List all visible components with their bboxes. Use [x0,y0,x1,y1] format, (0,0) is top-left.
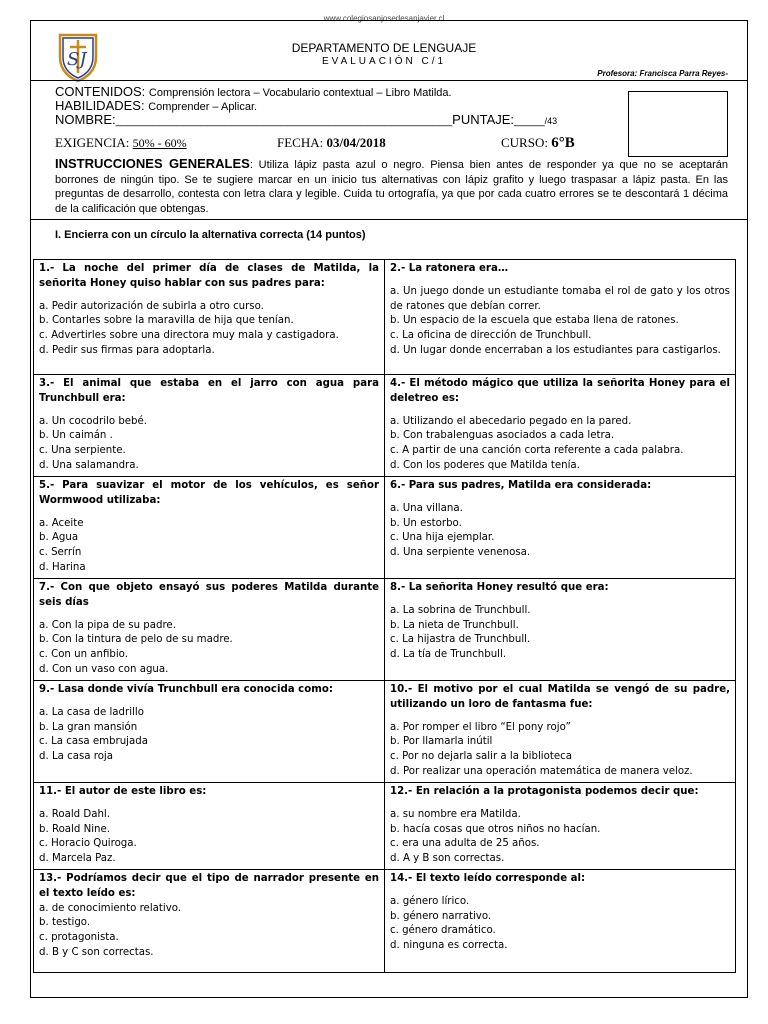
answer-option[interactable]: c. Advertirles sobre una directora muy mala y castigadora. [39,330,339,342]
answer-option[interactable]: a. Aceite [39,517,84,529]
answer-option[interactable]: d. Marcela Paz. [39,853,116,865]
answer-option[interactable]: c. Por no dejarla salir a la biblioteca [390,751,572,763]
answer-option[interactable]: a. su nombre era Matilda. [390,808,521,820]
evaluation-title: EVALUACIÓN C/1 [321,56,447,67]
answer-option[interactable]: d. B y C son correctas. [39,946,154,958]
answer-option[interactable]: b. Por llamarla inútil [390,736,493,748]
nombre-label: NOMBRE: [55,112,116,127]
answer-option[interactable]: b. Contarles sobre la maravilla de hija que tenían. [39,315,294,327]
exigencia-label: EXIGENCIA: [55,135,130,150]
question-text: 10.- El motivo por el cual Matilda se vengó de su padre, utilizando un loro de fantasma fue: [390,684,730,710]
puntaje-label: PUNTAJE: [452,112,515,127]
answer-option[interactable]: b. hacía cosas que otros niños no hacían. [390,823,601,835]
question-cell-8 [385,579,736,681]
question-row [34,681,736,783]
score-box[interactable] [628,91,728,157]
answer-option[interactable]: c. Una serpiente. [39,445,126,457]
school-url: www.colegiosanjosedesanjavier.cl [323,14,445,23]
answer-option[interactable]: d. Por realizar una operación matemática de manera veloz. [390,765,693,777]
question-text: 4.- El método mágico que utiliza la señorita Honey para el deletreo es: [390,378,730,404]
contenidos-label: CONTENIDOS: [55,84,146,99]
answer-option[interactable]: d. Con los poderes que Matilda tenía. [390,459,580,471]
answer-option[interactable]: d. ninguna es correcta. [390,940,508,952]
question-text: 7.- Con que objeto ensayó sus poderes Matilda durante seis días [39,582,379,608]
habilidades-label: HABILIDADES: [55,98,145,113]
question-cell-1 [34,260,385,375]
question-text: 1.- La noche del primer día de clases de Matilda, la señorita Honey quiso hablar con sus padres para: [39,263,379,289]
fecha-value: 03/04/2018 [326,135,386,150]
answer-option[interactable]: b. Agua [39,532,79,544]
puntaje-blank[interactable]: _____ [514,115,545,127]
answer-option[interactable]: b. La gran mansión [39,721,138,733]
habilidades-row [55,98,257,113]
answer-option[interactable]: a. género lírico. [390,895,470,907]
spacer [390,887,730,895]
answer-option[interactable]: c. La hijastra de Trunchbull. [390,634,531,646]
question-text: 3.- El animal que estaba en el jarro con agua para Trunchbull era: [39,378,379,404]
question-cell-11 [34,783,385,870]
question-text: 8.- La señorita Honey resultó que era: [390,582,609,593]
spacer [39,698,379,706]
curso-value: 6°B [551,135,575,151]
question-text: 12.- En relación a la protagonista podemos decir que: [390,786,699,797]
instructions [55,157,728,216]
questions-table [33,259,736,973]
question-row [34,870,736,973]
answer-option[interactable]: c. protagonista. [39,932,119,944]
question-cell-9 [34,681,385,783]
question-row [34,783,736,870]
question-cell-6 [385,477,736,579]
question-text: 9.- Lasa donde vivía Trunchbull era conocida como: [39,684,333,695]
section-title: I. Encierra con un círculo la alternativa correcta (14 puntos) [55,229,366,241]
answer-option[interactable]: d. Un lugar donde encerraban a los estudiantes para castigarlos. [390,344,721,356]
nombre-line[interactable]: _______________________________________________________ [115,115,453,127]
answer-option[interactable]: b. Un caimán . [39,430,113,442]
question-cell-10 [385,681,736,783]
answer-option[interactable]: b. Con trabalenguas asociados a cada letra. [390,430,615,442]
question-row [34,579,736,681]
answer-option[interactable]: b. Con la tintura de pelo de su madre. [39,634,233,646]
answer-option[interactable]: c. La oficina de dirección de Trunchbull. [390,330,592,342]
question-cell-3 [34,375,385,477]
spacer [39,611,379,619]
logo-text: SJ [67,49,87,70]
question-row [34,375,736,477]
question-text: 14.- El texto leído corresponde al: [390,873,586,884]
answer-option[interactable]: c. género dramático. [390,925,496,937]
answer-option[interactable]: d. Una serpiente venenosa. [390,547,531,559]
question-text: 5.- Para suavizar el motor de los vehículos, es señor Wormwood utilizaba: [39,480,379,506]
spacer [39,407,379,415]
answer-option[interactable]: d. La tía de Trunchbull. [390,649,507,661]
nombre-row [55,112,557,127]
fecha-row [277,135,386,151]
answer-option[interactable]: a. Con la pipa de su padre. [39,619,176,631]
instructions-text: : Utiliza lápiz pasta azul o negro. Piensa bien antes de responder ya que no se aceptarán borrones de ningún tipo. Se te sugiere marcar en un inicio tus alternativas con lápiz grafito y luego traspasar a lápiz pasta. En las preguntas de desarrollo, contesta con letra clara y legible. Cuida tu ortografía, ya que por cada cuatro errores se te descontará 1 décima de la calificación que obtengas. [55,159,728,215]
question-row [34,260,736,375]
answer-option[interactable]: b. Roald Nine. [39,823,110,835]
habilidades-value: Comprender – Aplicar. [148,101,258,113]
answer-option[interactable]: a. Por romper el libro “El pony rojo” [390,721,571,733]
instructions-title: INSTRUCCIONES GENERALES [55,156,250,171]
curso-label: CURSO: [501,135,548,150]
answer-option[interactable]: d. A y B son correctas. [390,853,505,865]
answer-option[interactable]: d. Pedir sus firmas para adoptarla. [39,344,215,356]
answer-option[interactable]: d. La casa roja [39,751,114,763]
answer-option[interactable]: a. Roald Dahl. [39,808,110,820]
spacer [390,407,730,415]
answer-option[interactable]: b. testigo. [39,917,91,929]
spacer [390,596,730,604]
spacer [39,292,379,300]
question-cell-7 [34,579,385,681]
answer-option[interactable]: a. Utilizando el abecedario pegado en la pared. [390,415,632,427]
question-text: 2.- La ratonera era… [390,263,509,274]
spacer [390,494,730,502]
question-row [34,477,736,579]
question-text: 11.- El autor de este libro es: [39,786,207,797]
answer-option[interactable]: a. Pedir autorización de subirla a otro curso. [39,300,264,312]
answer-option[interactable]: b. La nieta de Trunchbull. [390,619,519,631]
answer-option[interactable]: d. Con un vaso con agua. [39,663,169,675]
department-title: DEPARTAMENTO DE LENGUAJE [291,41,477,55]
answer-option[interactable]: a. Una villana. [390,502,463,514]
section-divider [30,219,748,220]
contenidos-value: Comprensión lectora – Vocabulario contextual – Libro Matilda. [148,87,452,99]
answer-option[interactable]: a. La casa de ladrillo [39,706,144,718]
answer-option[interactable]: c. Una hija ejemplar. [390,532,495,544]
question-cell-13 [34,870,385,973]
answer-option[interactable]: b. Un estorbo. [390,517,462,529]
answer-option[interactable]: a. Un cocodrilo bebé. [39,415,148,427]
answer-option[interactable]: c. Serrín [39,547,82,559]
question-cell-14 [385,870,736,973]
curso-row [501,135,575,152]
puntaje-total: /43 [544,116,558,126]
exigencia-value: 50% - 60% [132,136,187,150]
answer-option[interactable]: d. Harina [39,561,86,573]
question-cell-12 [385,783,736,870]
question-cell-2 [385,260,736,375]
spacer [390,277,730,285]
question-cell-4 [385,375,736,477]
answer-option[interactable]: c. A partir de una canción corta referente a cada palabra. [390,445,684,457]
spacer [390,800,730,808]
question-text: 6.- Para sus padres, Matilda era considerada: [390,480,652,491]
answer-option[interactable]: a. de conocimiento relativo. [39,902,182,914]
answer-option[interactable]: c. era una adulta de 25 años. [390,838,540,850]
professor-name: Profesora: Francisca Parra Reyes- [597,69,728,78]
answer-option[interactable]: a. Un juego donde un estudiante tomaba el rol de gato y los otros de ratones que debían correr. [390,285,730,312]
fecha-label: FECHA: [277,135,324,150]
exigencia-row [55,135,187,151]
answer-option[interactable]: a. La sobrina de Trunchbull. [390,604,531,616]
answer-option[interactable]: c. Con un anfibio. [39,649,128,661]
answer-option[interactable]: b. Un espacio de la escuela que estaba llena de ratones. [390,315,679,327]
answer-option[interactable]: b. género narrativo. [390,910,492,922]
contenidos-row [55,84,452,99]
question-text: 13.- Podríamos decir que el tipo de narrador presente en el texto leído es: [39,873,379,899]
header-divider [30,80,748,81]
spacer [39,509,379,517]
answer-option[interactable]: d. Una salamandra. [39,459,139,471]
spacer [390,713,730,721]
spacer [39,800,379,808]
question-cell-5 [34,477,385,579]
answer-option[interactable]: c. La casa embrujada [39,736,148,748]
answer-option[interactable]: c. Horacio Quiroga. [39,838,137,850]
